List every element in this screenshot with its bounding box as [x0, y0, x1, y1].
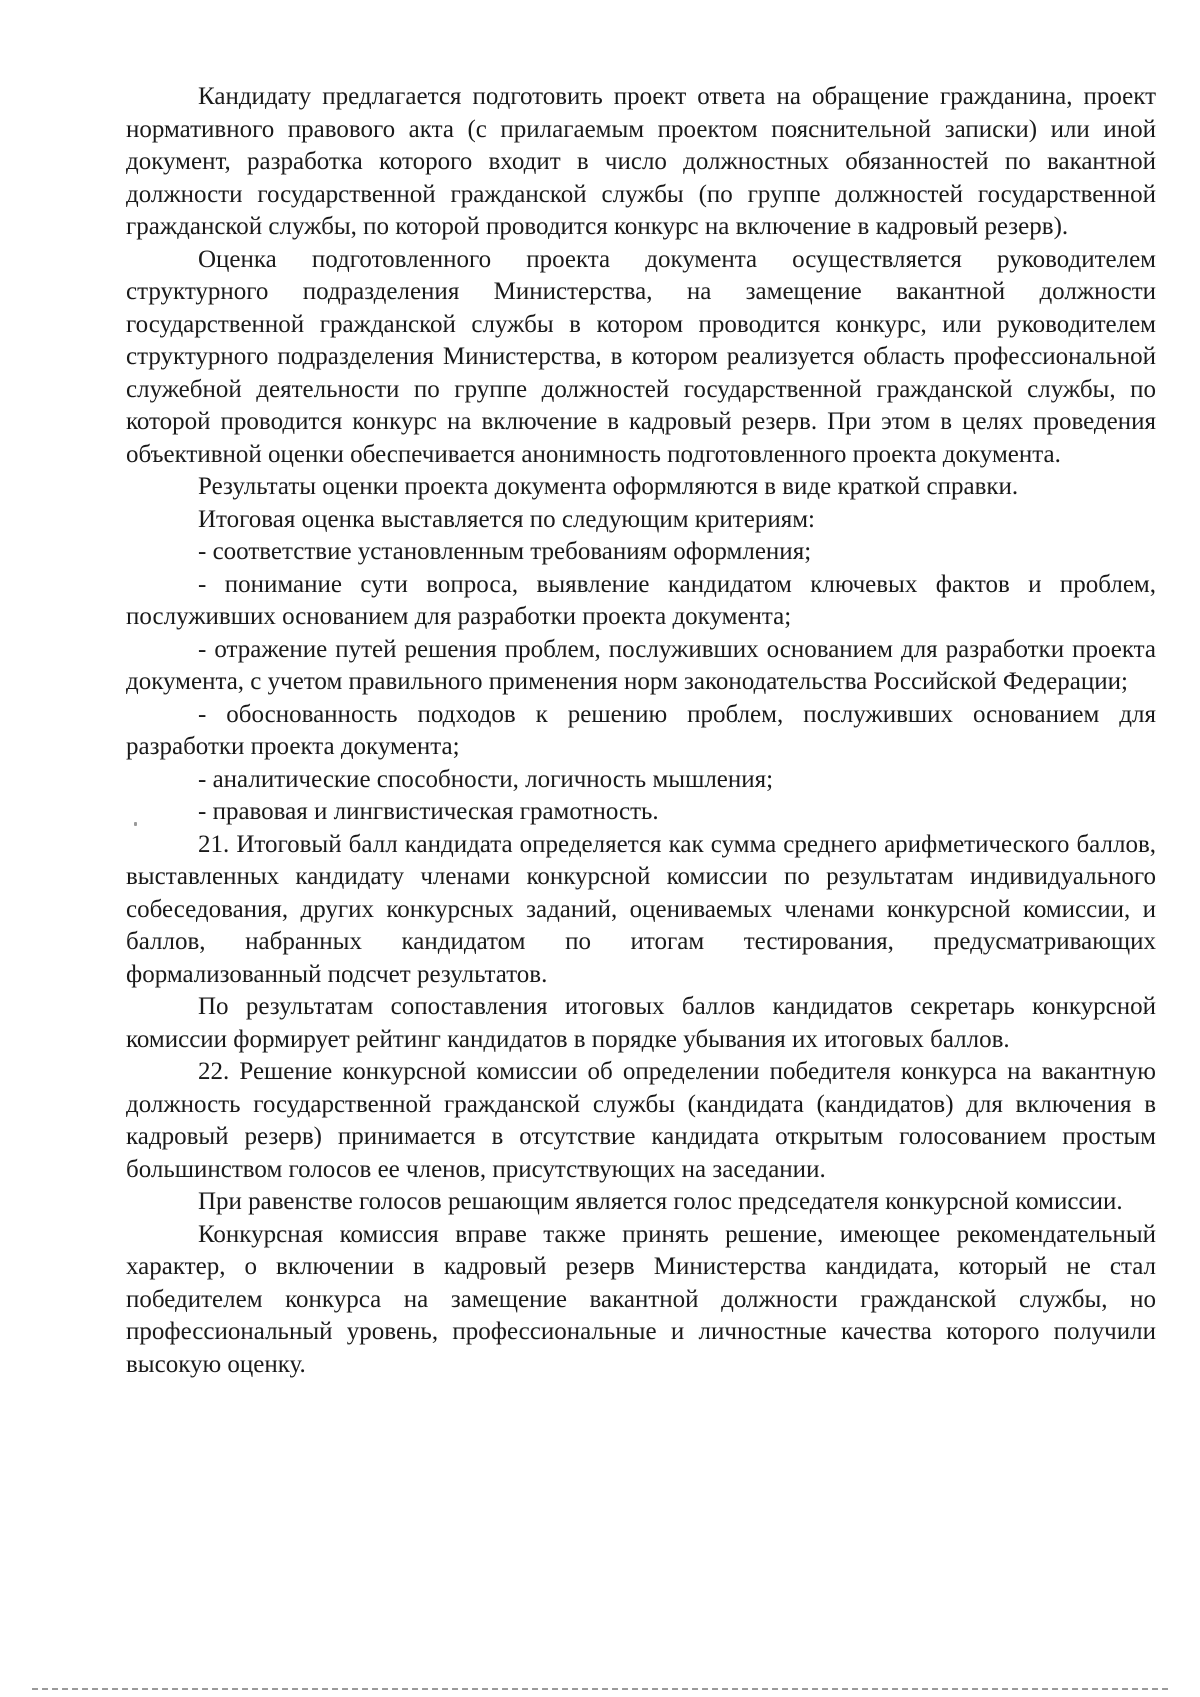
document-body — [126, 81, 1156, 1381]
paragraph-candidate-task: Кандидату предлагается подготовить проект ответа на обращение гражданина, проект нормативного правового акта (с прилагаемым проектом пояснительной записки) или иной документ, разработка которого входит в число должностных обязанностей по вакантной должности государственной гражданской службы (по группе должностей государственной гражданской службы, по которой проводится конкурс на включение в кадровый резерв). — [126, 83, 1156, 240]
criterion-item: - обоснованность подходов к решению проблем, послуживших основанием для разработки проекта документа; — [126, 700, 1156, 760]
criterion-item: - отражение путей решения проблем, послуживших основанием для разработки проекта документа, с учетом правильного применения норм законодательства Российской Федерации; — [126, 635, 1156, 695]
scan-speck — [134, 822, 137, 826]
criterion-item: - правовая и лингвистическая грамотность. — [198, 798, 659, 825]
paragraph-evaluation-procedure: Оценка подготовленного проекта документа осуществляется руководителем структурного подразделения Министерства, на замещение вакантной должности государственной гражданской службы в котором проводится конкурс, или руководителем структурного подразделения Министерства, в котором реализуется область профессиональной служебной деятельности по группе должностей государственной гражданской службы, по которой проводится конкурс на включение в кадровый резерв. При этом в целях проведения объективной оценки обеспечивается анонимность подготовленного проекта документа. — [126, 245, 1156, 468]
paragraph-recommendation: Конкурсная комиссия вправе также принять решение, имеющее рекомендательный характер, о включении в кадровый резерв Министерства кандидата, который не стал победителем конкурса на замещение вакантной должности гражданской службы, но профессиональный уровень, профессиональные и личностные качества которого получили высокую оценку. — [126, 1220, 1156, 1378]
criterion-item: - аналитические способности, логичность мышления; — [198, 765, 774, 793]
paragraph-clause-22: 22. Решение конкурсной комиссии об определении победителя конкурса на вакантную должность государственной гражданской службы (кандидата (кандидатов) для включения в кадровый резерв) принимается в отсутствие кандидата открытым голосованием простым большинством голосов ее членов, присутствующих на заседании. — [126, 1058, 1156, 1183]
paragraph-clause-21: 21. Итоговый балл кандидата определяется как сумма среднего арифметического баллов, выставленных кандидату членами конкурсной комиссии по результатам индивидуального собеседования, других конкурсных заданий, оцениваемых членами конкурсной комиссии, и баллов, набранных кандидатом по итогам тестирования, предусматривающих формализованный подсчет результатов. — [126, 830, 1156, 988]
paragraph-rating: По результатам сопоставления итоговых баллов кандидатов секретарь конкурсной комиссии формирует рейтинг кандидатов в порядке убывания их итоговых баллов. — [126, 993, 1156, 1053]
criterion-item: - соответствие установленным требованиям оформления; — [198, 538, 812, 565]
paragraph-tie-vote: При равенстве голосов решающим является голос председателя конкурсной комиссии. — [198, 1188, 1123, 1215]
paragraph-evaluation-results: Результаты оценки проекта документа оформляются в виде краткой справки. — [198, 473, 1019, 500]
criterion-item: - понимание сути вопроса, выявление кандидатом ключевых фактов и проблем, послуживших основанием для разработки проекта документа; — [126, 570, 1156, 630]
paragraph-criteria-intro: Итоговая оценка выставляется по следующим критериям: — [198, 505, 815, 533]
scan-edge-line — [32, 1688, 1168, 1690]
